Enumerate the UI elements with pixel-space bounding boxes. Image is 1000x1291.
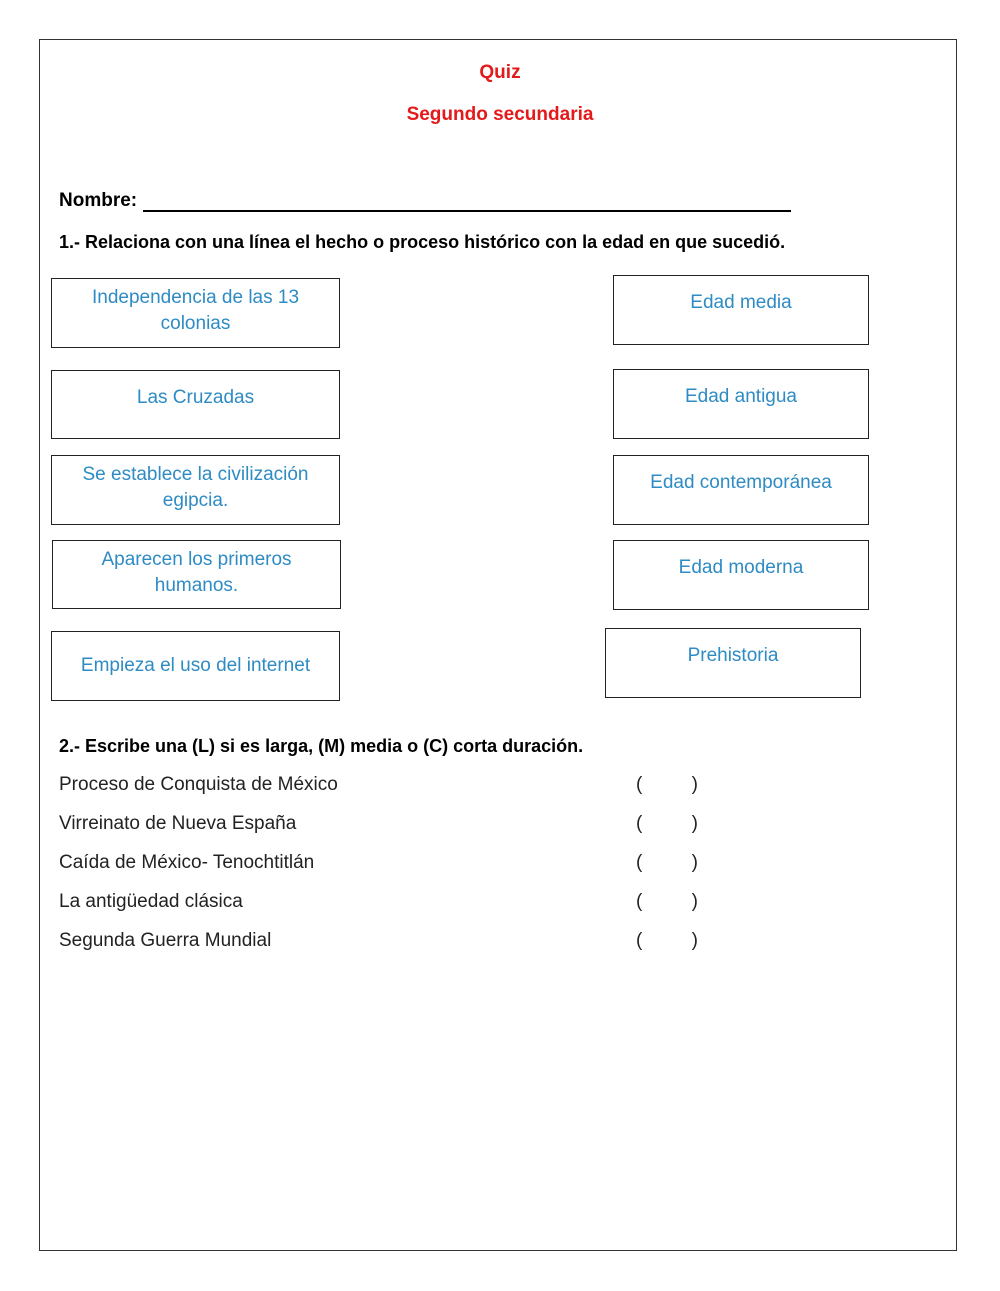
paren-open: ( [636,891,643,912]
match-right-item-4[interactable]: Edad moderna [613,540,869,610]
name-field [59,190,791,212]
paren-close: ) [691,774,698,795]
paren-close: ) [691,930,698,951]
paren-close: ) [691,813,698,834]
question-1-instruction: 1.- Relaciona con una línea el hecho o proceso histórico con la edad en que sucedió. [59,232,786,252]
answer-slot-3[interactable] [636,852,698,874]
paren-open: ( [636,774,643,795]
match-right-item-2[interactable]: Edad antigua [613,369,869,439]
paren-close: ) [691,852,698,873]
match-right-item-3[interactable]: Edad contemporánea [613,455,869,525]
duration-item-4: La antigüedad clásica [59,891,243,912]
page-title: Quiz [479,62,521,83]
duration-item-1: Proceso de Conquista de México [59,774,338,795]
answer-slot-2[interactable] [636,813,698,835]
duration-item-5: Segunda Guerra Mundial [59,930,272,951]
match-left-item-2[interactable]: Las Cruzadas [51,370,340,439]
match-left-item-5[interactable]: Empieza el uso del internet [51,631,340,701]
match-left-item-1[interactable]: Independencia de las 13 colonias [51,278,340,348]
duration-item-3: Caída de México- Tenochtitlán [59,852,315,873]
answer-slot-4[interactable] [636,891,698,913]
page-subtitle: Segundo secundaria [406,104,594,125]
paren-open: ( [636,930,643,951]
answer-slot-1[interactable] [636,774,698,796]
question-2-instruction: 2.- Escribe una (L) si es larga, (M) media o (C) corta duración. [59,736,584,756]
answer-slot-5[interactable] [636,930,698,952]
match-right-item-1[interactable]: Edad media [613,275,869,345]
name-input-line[interactable] [143,190,791,212]
paren-close: ) [691,891,698,912]
paren-open: ( [636,813,643,834]
duration-item-2: Virreinato de Nueva España [59,813,297,834]
match-right-item-5[interactable]: Prehistoria [605,628,861,698]
match-left-item-3[interactable]: Se establece la civilización egipcia. [51,455,340,525]
paren-open: ( [636,852,643,873]
match-left-item-4[interactable]: Aparecen los primeros humanos. [52,540,341,609]
name-label: Nombre: [59,190,138,211]
